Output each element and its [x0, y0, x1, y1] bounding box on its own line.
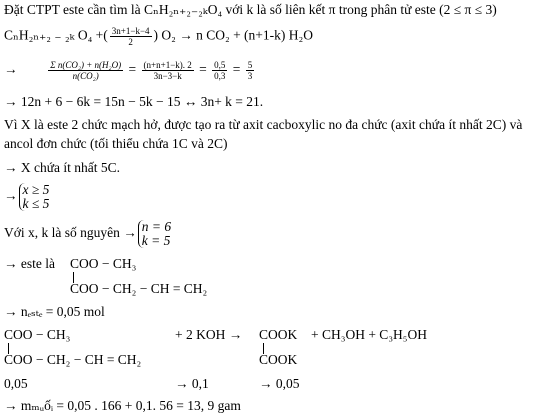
inequality-system: x ≥ 5 k ≤ 5 [19, 183, 50, 211]
reaction-reagent: + 2 KOH → [175, 327, 243, 342]
reaction-ester-bottom: COO − CH₂ − CH = CH₂ [4, 352, 142, 367]
combustion-left: CₙH₂ₙ₊₂ ₋ ₂ₖ O₄ +( [4, 27, 108, 43]
line-reasoning-1: Vì X là este 2 chức mạch hở, được tạo ra từ axit cacboxylic no đa chức (axit chứa ít nhất 2C) và [4, 117, 523, 132]
line-min-carbon: → X chứa ít nhất 5C. [4, 160, 121, 175]
line-ester-moles: → nₑₛₜₑ = 0,05 mol [4, 304, 105, 319]
ester-structure-bottom: COO − CH₂ − CH = CH₂ [70, 281, 208, 296]
line-salt-mass: → mₘᵤốᵢ = 0,05 . 166 + 0,1. 56 = 13, 9 gam [4, 398, 241, 413]
ratio-fraction-3: $\frac{0,5}{0,3}$ [214, 60, 226, 81]
oxygen-coefficient-fraction: $\frac{3n+1-k-4}{2}$ [111, 26, 150, 47]
ratio-fraction-2: $\frac{(n+n+1-k). 2}{3n-3-k}$ [143, 60, 192, 81]
mole-ester: 0,05 [4, 376, 28, 391]
line-inequality-system: → x ≥ 5 k ≤ 5 [4, 182, 50, 211]
line-formula-definition: Đặt CTPT este cần tìm là CₙH₂ₙ₊₂₋₂ₖO₄ với k là số liên kết π trong phân tử este (2 ≤ π ≤ 3) [4, 2, 497, 17]
combustion-right: ) O₂ → n CO₂ + (n+1-k) H₂O [153, 27, 313, 43]
reaction-salt-top: COOK [259, 327, 298, 342]
line-derived-equation: → 12n + 6 − 6k = 15n − 5k − 15 ↔ 3n+ k = 21. [4, 94, 264, 109]
mole-salt: → 0,05 [259, 376, 300, 391]
line-ester-label: → este là [4, 256, 55, 271]
ratio-fraction-4: $\frac{5}{3}$ [247, 60, 253, 81]
ratio-fraction-1: $\frac{\text{Σ n(CO₂) + n(H₂O)}}{\text{n(CO₂)}}$ [50, 60, 122, 81]
solution-system: n = 6 k = 5 [138, 220, 171, 248]
reaction-ester-top: COO − CH₃ [4, 327, 71, 342]
mole-koh: → 0,1 [175, 376, 209, 391]
line-reasoning-2: ancol đơn chức (tối thiểu chứa 1C và 2C) [4, 136, 228, 151]
line-integer-solution: Với x, k là số nguyên → n = 6 k = 5 [4, 219, 172, 248]
line-mole-ratio: → $\frac{\text{Σ n(CO₂) + n(H₂O)}}{\text{n(CO₂)}}$ = $\frac{(n+n+1-k). 2}{3n-3-k}$ = $\frac{0,5}{0,3}$ = $\frac{5}{3}$ [4, 60, 253, 81]
reaction-salt-bottom: COOK [259, 352, 298, 367]
reaction-products: + CH₃OH + C₃H₅OH [311, 327, 427, 342]
line-combustion-equation [4, 26, 313, 47]
ester-structure-top: COO − CH₃ [70, 256, 137, 271]
